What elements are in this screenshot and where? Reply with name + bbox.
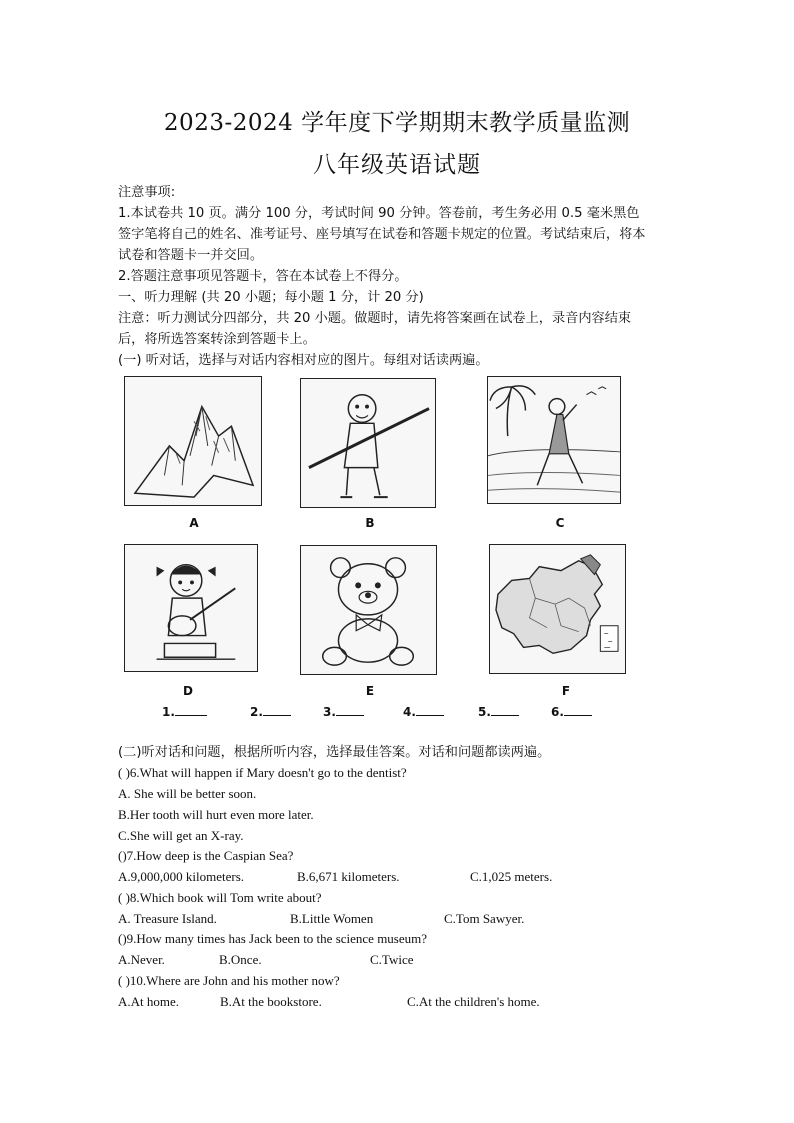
question-stem: ( )6.What will happen if Mary doesn't go to the dentist?: [118, 765, 407, 780]
option-a[interactable]: A. She will be better soon.: [118, 786, 257, 801]
picture-d: [124, 544, 258, 672]
answer-blank-1[interactable]: 1.: [162, 703, 207, 719]
option-b[interactable]: B.Little Women: [290, 911, 374, 926]
picture-label: D: [183, 684, 193, 698]
option-a[interactable]: A.At home.: [118, 994, 180, 1009]
option-c[interactable]: C.Twice: [370, 952, 414, 967]
picture-label: E: [365, 684, 375, 698]
notice-line: 签字笔将自己的姓名、准考证号、座号填写在试卷和答题卡规定的位置。考试结束后，将本: [118, 227, 646, 242]
option-b[interactable]: B.Once.: [219, 952, 262, 967]
option-a[interactable]: A.9,000,000 kilometers.: [118, 869, 245, 884]
option-c[interactable]: C.At the children's home.: [407, 994, 540, 1009]
answer-blank-6[interactable]: 6.: [551, 703, 592, 719]
option-c[interactable]: C.1,025 meters.: [470, 869, 553, 884]
option-b[interactable]: B.6,671 kilometers.: [297, 869, 400, 884]
girl-playing-instrument-icon: [125, 545, 257, 671]
option-a[interactable]: A.Never.: [118, 952, 165, 967]
notice-line: 2.答题注意事项见答题卡，答在本试卷上不得分。: [118, 269, 408, 284]
notice-line: 试卷和答题卡一并交回。: [118, 248, 264, 263]
answer-blank-4[interactable]: 4.: [403, 703, 444, 719]
picture-label: F: [561, 684, 571, 698]
picture-e: [300, 545, 437, 675]
exam-subtitle: 八年级英语试题: [313, 152, 481, 178]
teddy-bear-icon: [301, 546, 436, 674]
option-b[interactable]: B.Her tooth will hurt even more later.: [118, 807, 314, 822]
picture-label: C: [555, 516, 565, 530]
answer-blank-5[interactable]: 5.: [478, 703, 519, 719]
section-note: 后，将所选答案转涂到答题卡上。: [118, 332, 316, 347]
answer-blank-2[interactable]: 2.: [250, 703, 291, 719]
china-map-icon: [490, 545, 625, 673]
question-stem: ( )10.Where are John and his mother now?: [118, 973, 340, 988]
notice-line: 1.本试卷共 10 页。满分 100 分，考试时间 90 分钟。答卷前，考生务必用 0.5 毫米黑色: [118, 206, 640, 221]
picture-f: [489, 544, 626, 674]
question-stem: ()7.How deep is the Caspian Sea?: [118, 848, 294, 863]
picture-a: [124, 376, 262, 506]
picture-label: A: [189, 516, 199, 530]
monkey-king-icon: [301, 379, 435, 507]
part2-heading: (二)听对话和问题，根据所听内容，选择最佳答案。对话和问题都读两遍。: [118, 745, 551, 760]
option-a[interactable]: A. Treasure Island.: [118, 911, 217, 926]
part1-heading: (一) 听对话，选择与对话内容相对应的图片。每组对话读两遍。: [118, 353, 489, 368]
mountain-icon: [125, 377, 261, 505]
option-c[interactable]: C.Tom Sawyer.: [444, 911, 525, 926]
question-stem: ()9.How many times has Jack been to the science museum?: [118, 931, 428, 946]
answer-blank-3[interactable]: 3.: [323, 703, 364, 719]
exam-title: 2023-2024 学年度下学期期末教学质量监测: [163, 110, 631, 136]
picture-b: [300, 378, 436, 508]
notice-heading: 注意事项:: [118, 185, 176, 200]
option-c[interactable]: C.She will get an X-ray.: [118, 828, 244, 843]
castaway-icon: [488, 377, 620, 503]
picture-label: B: [365, 516, 375, 530]
question-stem: ( )8.Which book will Tom write about?: [118, 890, 322, 905]
picture-c: [487, 376, 621, 504]
option-b[interactable]: B.At the bookstore.: [220, 994, 322, 1009]
section-note: 注意：听力测试分四部分，共 20 小题。做题时，请先将答案画在试卷上，录音内容结束: [118, 311, 632, 326]
section-heading: 一、听力理解 (共 20 小题；每小题 1 分，计 20 分): [118, 290, 424, 305]
